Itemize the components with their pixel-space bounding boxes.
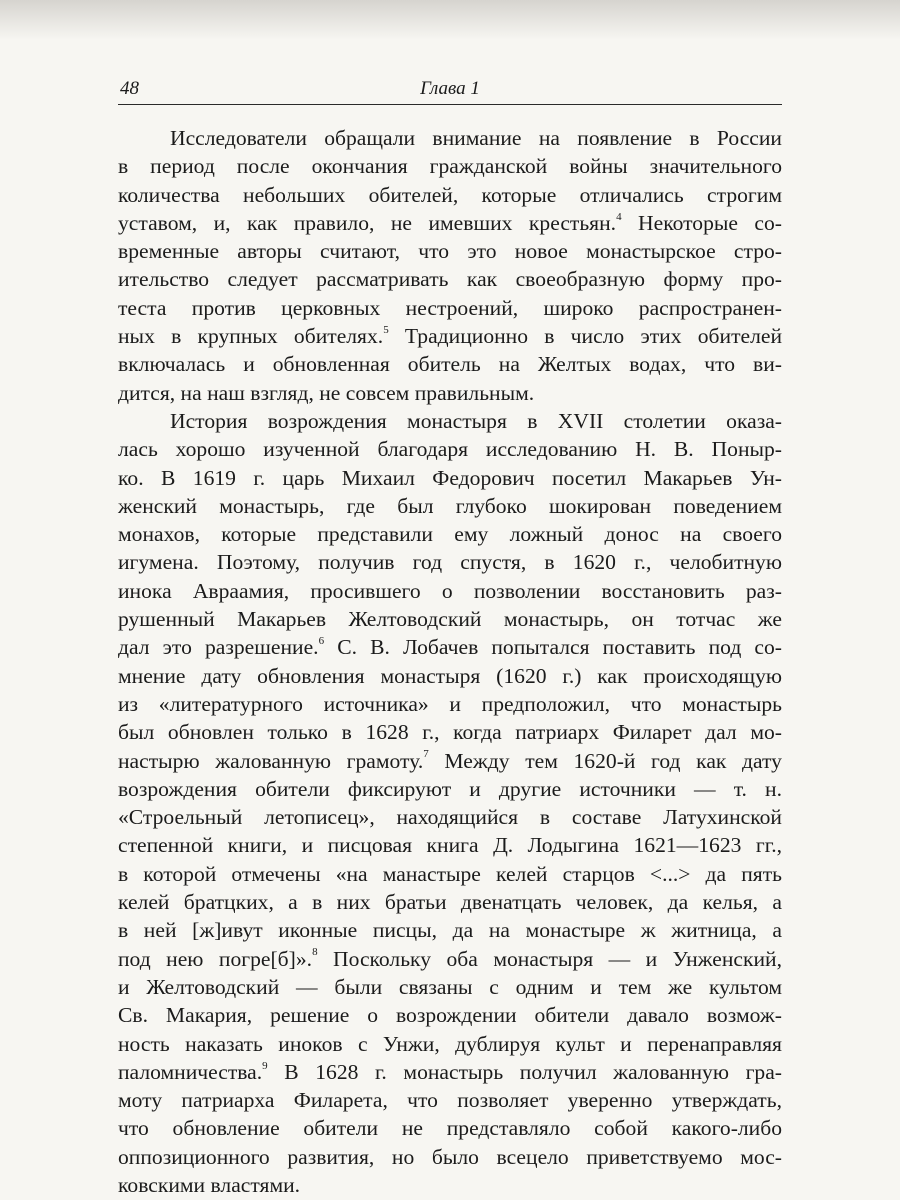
text-line bbox=[118, 1058, 782, 1086]
text-segment: Традиционно в число этих обителей bbox=[388, 324, 782, 349]
text-line: монахов, которые представили ему ложный донос на своего bbox=[118, 522, 782, 547]
text-segment: Между тем 1620-й год как дату bbox=[428, 748, 782, 773]
text-line: ительство следует рассматривать как своеобразную форму про- bbox=[118, 267, 782, 292]
footnote-marker[interactable]: 7 bbox=[423, 748, 429, 761]
text-line: из «литературного источника» и предположил, что монастырь bbox=[118, 691, 782, 716]
page-number: 48 bbox=[120, 78, 139, 99]
text-line: временные авторы считают, что это новое монастырское стро- bbox=[118, 239, 782, 264]
chapter-title: Глава 1 bbox=[420, 78, 480, 99]
text-line: дится, на наш взгляд, не совсем правильным. bbox=[118, 380, 535, 405]
text-line: игумена. Поэтому, получив год спустя, в 1620 г., челобитную bbox=[118, 550, 782, 575]
text-segment: настырю жалованную грамоту. bbox=[118, 748, 424, 773]
text-line: Св. Макария, решение о возрождении обители давало возмож- bbox=[118, 1003, 782, 1028]
text-line bbox=[118, 322, 782, 350]
text-line: Исследователи обращали внимание на появление в России bbox=[170, 126, 782, 150]
text-segment: под нею погре[б]». bbox=[118, 946, 313, 971]
paragraph bbox=[118, 124, 782, 407]
text-segment: С. В. Лобачев попытался поставить под со- bbox=[324, 635, 782, 660]
book-page bbox=[118, 0, 782, 1200]
text-segment: паломничества. bbox=[118, 1059, 263, 1084]
text-line: ность наказать иноков с Унжи, дублируя культ и перенаправляя bbox=[118, 1031, 782, 1056]
text-line: в которой отмечены «на манастыре келей старцов <...> да пять bbox=[118, 861, 782, 886]
text-line: оппозиционного развития, но было всецело приветствуемо мос- bbox=[118, 1144, 782, 1169]
text-segment: ных в крупных обителях. bbox=[118, 324, 384, 349]
text-line: лась хорошо изученной благодаря исследованию Н. В. Поныр- bbox=[118, 437, 782, 462]
text-line: в период после окончания гражданской войны значительного bbox=[118, 154, 782, 179]
text-line: количества небольших обителей, которые отличались строгим bbox=[118, 182, 782, 207]
text-line: женский монастырь, где был глубоко шокирован поведением bbox=[118, 493, 782, 518]
footnote-marker[interactable]: 4 bbox=[616, 210, 622, 223]
footnote-marker[interactable]: 6 bbox=[318, 635, 325, 648]
footnote-marker[interactable]: 8 bbox=[312, 946, 318, 959]
text-line bbox=[118, 945, 782, 973]
text-segment: дал это разрешение. bbox=[118, 635, 319, 660]
text-line: возрождения обители фиксируют и другие источники — т. н. bbox=[118, 776, 782, 801]
body-text bbox=[118, 124, 782, 1199]
text-line: рушенный Макарьев Желтоводский монастырь, он тотчас же bbox=[118, 607, 782, 632]
header-rule bbox=[118, 104, 782, 105]
footnote-marker[interactable]: 5 bbox=[383, 323, 389, 336]
paragraph bbox=[118, 407, 782, 1199]
text-line: История возрождения монастыря в XVII столетии оказа- bbox=[170, 408, 782, 433]
text-segment: В 1628 г. монастырь получил жалованную гра- bbox=[267, 1059, 782, 1084]
text-segment: Поскольку оба монастыря — и Унженский, bbox=[317, 946, 782, 971]
text-line: моту патриарха Филарета, что позволяет уверенно утверждать, bbox=[118, 1088, 782, 1113]
running-head bbox=[118, 78, 782, 104]
text-line: и Желтоводский — были связаны с одним и тем же культом bbox=[118, 974, 782, 999]
text-line: ко. В 1619 г. царь Михаил Федорович посетил Макарьев Ун- bbox=[118, 465, 782, 490]
text-line: включалась и обновленная обитель на Желтых водах, что ви- bbox=[118, 352, 782, 377]
text-line: в ней [ж]ивут иконные писцы, да на монастыре ж житница, а bbox=[118, 918, 782, 943]
text-line: что обновление обители не представляло собой какого-либо bbox=[118, 1116, 782, 1141]
text-line: степенной книги, и писцовая книга Д. Лодыгина 1621—1623 гг., bbox=[118, 833, 782, 858]
text-line: келей братцких, а в них братьи двенатцать человек, да келья, а bbox=[118, 890, 782, 915]
text-line: мнение дату обновления монастыря (1620 г.) как происходящую bbox=[118, 663, 782, 688]
text-segment: Некоторые со- bbox=[621, 210, 782, 235]
text-line: «Строельный летописец», находящийся в составе Латухинской bbox=[118, 805, 782, 830]
footnote-marker[interactable]: 9 bbox=[262, 1059, 268, 1072]
text-line bbox=[118, 209, 782, 237]
text-line: теста против церковных нестроений, широко распространен- bbox=[118, 295, 782, 320]
text-line: ковскими властями. bbox=[118, 1172, 301, 1197]
text-line bbox=[118, 633, 782, 661]
text-segment: уставом, и, как правило, не имевших крестьян. bbox=[118, 210, 617, 235]
text-line bbox=[118, 747, 782, 775]
text-line: был обновлен только в 1628 г., когда патриарх Филарет дал мо- bbox=[118, 720, 782, 745]
text-line: инока Авраамия, просившего о позволении восстановить раз- bbox=[118, 578, 782, 603]
